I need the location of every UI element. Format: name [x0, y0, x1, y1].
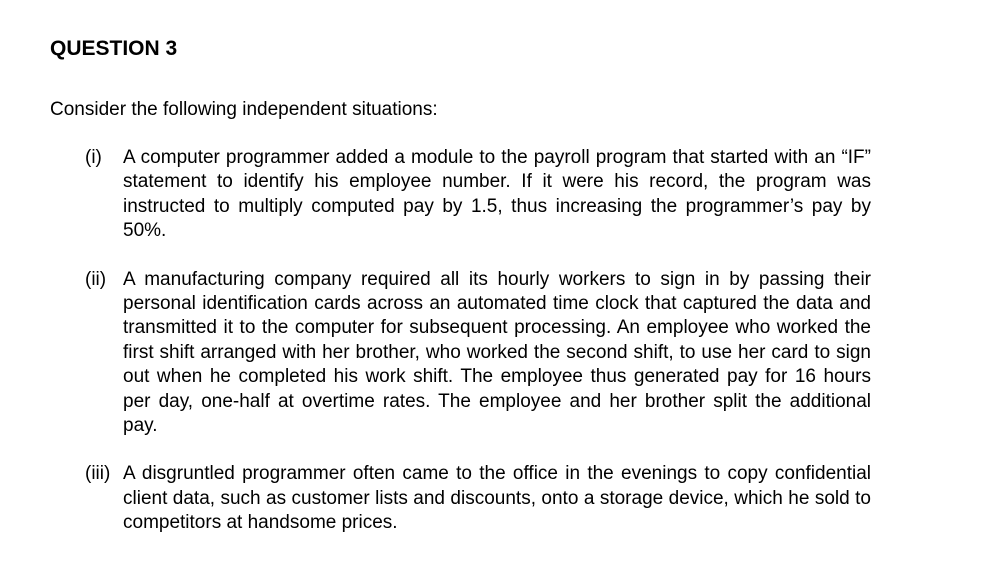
situation-number: (ii): [85, 268, 107, 290]
situation-item-i: [85, 146, 871, 244]
situations-list: [85, 146, 871, 560]
situation-item-iii: [85, 462, 871, 535]
situation-text: A disgruntled programmer often came to the office in the evenings to copy confidential client data, such as customer lists and discounts, onto a storage device, which he sold to competitors at handsome prices.: [123, 463, 871, 534]
situation-text: A computer programmer added a module to the payroll program that started with an “IF” statement to identify his employee number. If it were his record, the program was instructed to multiply computed pay by 1.5, thus increasing the programmer’s pay by 50%.: [123, 147, 871, 242]
situation-number: (i): [85, 147, 102, 168]
question-title: QUESTION 3: [50, 37, 178, 60]
question-intro: Consider the following independent situations:: [50, 99, 438, 120]
situation-item-ii: [85, 268, 871, 439]
situation-number: (iii): [85, 463, 111, 485]
situation-text: A manufacturing company required all its hourly workers to sign in by passing their personal identification cards across an automated time clock that captured the data and transmitted it to the computer for subsequent processing. An employee who worked the first shift arranged with her brother, who worked the second shift, to use her card to sign out when he completed his work shift. The employee thus generated pay for 16 hours per day, one-half at overtime rates. The employee and her brother split the additional pay.: [123, 268, 871, 437]
